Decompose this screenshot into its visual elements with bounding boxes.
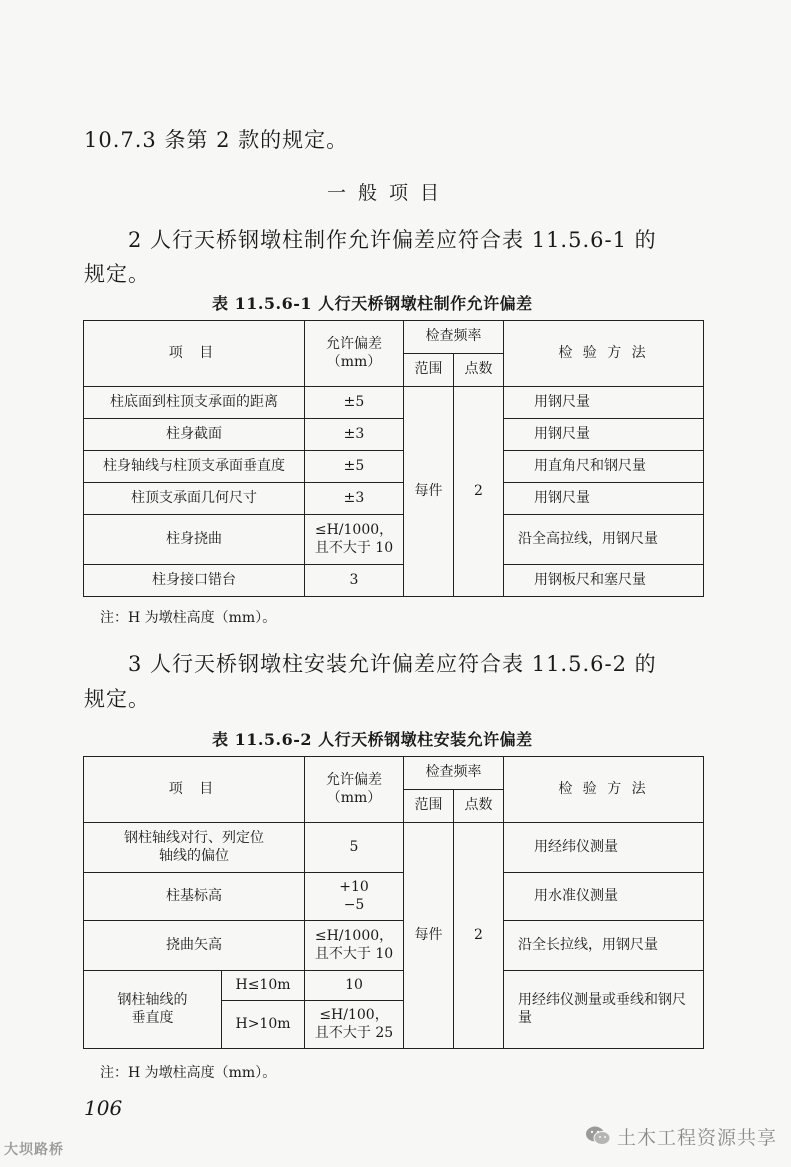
table2-caption: 表 11.5.6-2 人行天桥钢墩柱安装允许偏差 bbox=[212, 730, 533, 749]
table1-tolerance-cell: ±3 bbox=[305, 419, 404, 451]
watermark-right: 土木工程资源共享 bbox=[617, 1127, 778, 1149]
table-row bbox=[84, 565, 704, 597]
table1-item-cell: 柱身接口错台 bbox=[84, 565, 305, 597]
clause-2-line-1: 2 人行天桥钢墩柱制作允许偏差应符合表 11.5.6-1 的 bbox=[128, 228, 657, 252]
table1-range-cell: 每件 bbox=[404, 387, 454, 597]
table2-item-cell: 钢柱轴线对行、列定位 轴线的偏位 bbox=[84, 823, 305, 873]
table1-caption: 表 11.5.6-1 人行天桥钢墩柱制作允许偏差 bbox=[212, 294, 533, 313]
table2-header-method: 检 验 方 法 bbox=[504, 757, 704, 823]
table1-tolerance-cell: ≤H/1000， 且不大于 10 bbox=[305, 515, 404, 565]
table1-item-cell: 柱顶支承面几何尺寸 bbox=[84, 483, 305, 515]
table2-method-cell: 用经纬仪测量或垂线和钢尺量 bbox=[504, 971, 704, 1049]
table1-header-frequency: 检查频率 bbox=[404, 321, 504, 354]
table1-method-cell: 用钢尺量 bbox=[504, 419, 704, 451]
table2-method-cell: 用水准仪测量 bbox=[504, 873, 704, 921]
table1-item-cell: 柱身挠曲 bbox=[84, 515, 305, 565]
table-row bbox=[84, 515, 704, 565]
table2-vertical-item-cell: 钢柱轴线的 垂直度 bbox=[84, 971, 222, 1049]
table2-tolerance-cell: ≤H/100， 且不大于 25 bbox=[305, 1001, 404, 1049]
table2-tolerance-cell: 10 bbox=[305, 971, 404, 1001]
table-row bbox=[84, 419, 704, 451]
table2-item-cell: 挠曲矢高 bbox=[84, 921, 305, 971]
clause-2-line-2: 规定。 bbox=[84, 262, 150, 286]
table1-header-tolerance: 允许偏差 （mm） bbox=[305, 321, 404, 387]
table1-method-cell: 沿全高拉线，用钢尺量 bbox=[504, 515, 704, 565]
table2-sub-label-cell: H≤10m bbox=[222, 971, 305, 1001]
table1 bbox=[83, 320, 704, 597]
table-row bbox=[84, 921, 704, 971]
clause-3-line-1: 3 人行天桥钢墩柱安装允许偏差应符合表 11.5.6-2 的 bbox=[128, 652, 657, 676]
table1-header-method: 检 验 方 法 bbox=[504, 321, 704, 387]
table1-header-range: 范围 bbox=[404, 354, 454, 387]
table1-tolerance-cell: ±3 bbox=[305, 483, 404, 515]
table-row bbox=[84, 971, 704, 1001]
table2 bbox=[83, 756, 704, 1049]
table1-method-cell: 用直角尺和钢尺量 bbox=[504, 451, 704, 483]
table1-note: 注：H 为墩柱高度（mm）。 bbox=[100, 610, 277, 626]
table1-method-cell: 用钢尺量 bbox=[504, 483, 704, 515]
table2-header-tolerance: 允许偏差 （mm） bbox=[305, 757, 404, 823]
table1-item-cell: 柱身轴线与柱顶支承面垂直度 bbox=[84, 451, 305, 483]
wechat-icon bbox=[585, 1125, 611, 1147]
table2-tolerance-cell: +10 −5 bbox=[305, 873, 404, 921]
table2-header-points: 点数 bbox=[454, 790, 504, 823]
table2-tolerance-cell: 5 bbox=[305, 823, 404, 873]
table2-header-frequency: 检查频率 bbox=[404, 757, 504, 790]
table-row bbox=[84, 873, 704, 921]
table1-method-cell: 用钢板尺和塞尺量 bbox=[504, 565, 704, 597]
table1-item-cell: 柱身截面 bbox=[84, 419, 305, 451]
table1-tolerance-cell: 3 bbox=[305, 565, 404, 597]
table1-header-points: 点数 bbox=[454, 354, 504, 387]
table2-method-cell: 沿全长拉线，用钢尺量 bbox=[504, 921, 704, 971]
watermark-left: 大坝路桥 bbox=[4, 1142, 64, 1158]
table2-points-cell: 2 bbox=[454, 823, 504, 1049]
table1-item-cell: 柱底面到柱顶支承面的距离 bbox=[84, 387, 305, 419]
table-row bbox=[84, 387, 704, 419]
table2-header-item: 项 目 bbox=[84, 757, 305, 823]
table-row bbox=[84, 483, 704, 515]
clause-3-line-2: 规定。 bbox=[84, 687, 150, 711]
section-heading: 一般项目 bbox=[327, 182, 452, 204]
table2-header-range: 范围 bbox=[404, 790, 454, 823]
continuation-line: 10.7.3 条第 2 款的规定。 bbox=[84, 128, 349, 152]
table2-tolerance-cell: ≤H/1000， 且不大于 10 bbox=[305, 921, 404, 971]
table2-method-cell: 用经纬仪测量 bbox=[504, 823, 704, 873]
table2-sub-label-cell: H>10m bbox=[222, 1001, 305, 1049]
table1-points-cell: 2 bbox=[454, 387, 504, 597]
table2-note: 注：H 为墩柱高度（mm）。 bbox=[100, 1065, 277, 1081]
table1-method-cell: 用钢尺量 bbox=[504, 387, 704, 419]
table-row bbox=[84, 823, 704, 873]
table1-tolerance-cell: ±5 bbox=[305, 451, 404, 483]
table1-tolerance-cell: ±5 bbox=[305, 387, 404, 419]
table1-header-item: 项 目 bbox=[84, 321, 305, 387]
table2-range-cell: 每件 bbox=[404, 823, 454, 1049]
page-number: 106 bbox=[84, 1096, 123, 1120]
table-row bbox=[84, 451, 704, 483]
table2-item-cell: 柱基标高 bbox=[84, 873, 305, 921]
